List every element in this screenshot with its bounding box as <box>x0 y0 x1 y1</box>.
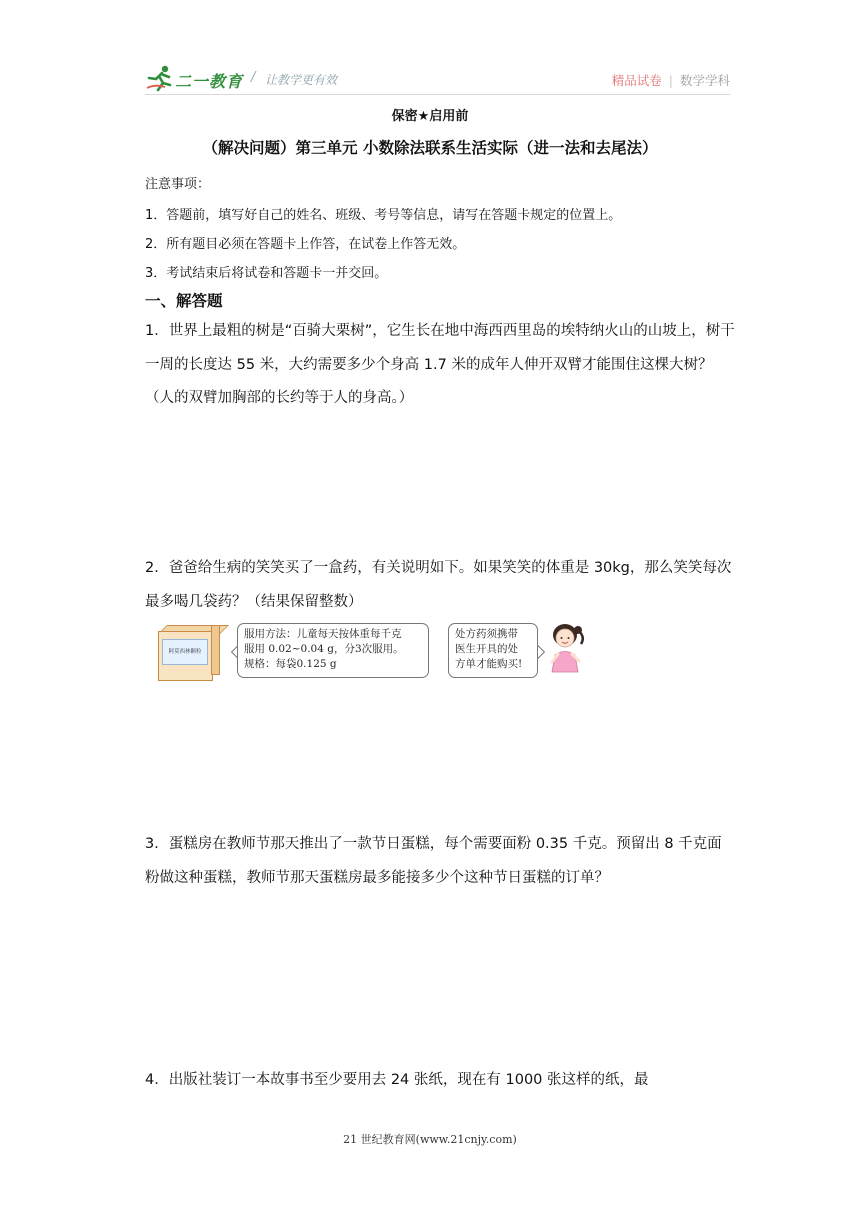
note-item: 1．答题前，填写好自己的姓名、班级、考号等信息，请写在答题卡规定的位置上。 <box>145 208 622 223</box>
slogan-separator: / <box>251 70 256 85</box>
medicine-box-label: 阿莫西林颗粒 <box>162 639 208 665</box>
medicine-box-side <box>211 625 220 675</box>
instruction-line: 服用方法：儿童每天按体重每千克 <box>244 628 402 640</box>
instruction-line: 服用 0.02~0.04 g，分3次服用。 <box>244 643 404 655</box>
header-divider <box>145 94 730 95</box>
note-item: 2．所有题目必须在答题卡上作答，在试卷上作答无效。 <box>145 237 466 252</box>
prescription-bubble <box>448 623 538 678</box>
slogan: 让教学更有效 <box>265 73 338 87</box>
question-3: 3．蛋糕房在教师节那天推出了一款节日蛋糕，每个需要面粉 0.35 千克。预留出 8 千克面粉做这种蛋糕，教师节那天蛋糕房最多能接多少个这种节日蛋糕的订单？ <box>145 836 722 886</box>
brand-separator: | <box>668 73 673 88</box>
section-heading: 一、解答题 <box>145 292 223 310</box>
runner-logo-icon <box>145 64 175 92</box>
question-2: 2．爸爸给生病的笑笑买了一盒药，有关说明如下。如果笑笑的体重是 30kg，那么笑笑每次最多喝几袋药？（结果保留整数） <box>145 560 732 610</box>
page-title: （解决问题）第三单元 小数除法联系生活实际（进一法和去尾法） <box>202 139 658 157</box>
question-1: 1．世界上最粗的树是“百骑大栗树”，它生长在地中海西西里岛的埃特纳火山的山坡上，树干一周的长度达 55 米，大约需要多少个身高 1.7 米的成年人伸开双臂才能围住这棵大树？（人的双臂加胸部的长约等于人的身高。） <box>145 323 735 406</box>
question-4: 4．出版社装订一本故事书至少要用去 24 张纸，现在有 1000 张这样的纸，最 <box>145 1072 649 1088</box>
note-item: 3．考试结束后将试卷和答题卡一并交回。 <box>145 266 388 281</box>
logo-text: 二一教育 <box>175 72 244 91</box>
notes-heading: 注意事项： <box>145 177 211 192</box>
prescription-line: 医生开具的处 <box>455 643 518 655</box>
prescription-line: 处方药须携带 <box>455 628 518 640</box>
secret-label: 保密★启用前 <box>391 109 469 124</box>
brand-label-premium: 精品试卷 <box>611 73 662 88</box>
page-footer: 21 世纪教育网(www.21cnjy.com) <box>343 1133 517 1146</box>
prescription-line: 方单才能购买! <box>455 658 523 670</box>
girl-illustration-icon <box>545 622 589 678</box>
page-header <box>145 64 730 96</box>
instruction-bubble <box>237 623 429 678</box>
brand-right <box>612 71 730 89</box>
instruction-line: 规格：每袋0.125 g <box>244 658 337 670</box>
brand-label-subject: 数学学科 <box>679 73 730 88</box>
